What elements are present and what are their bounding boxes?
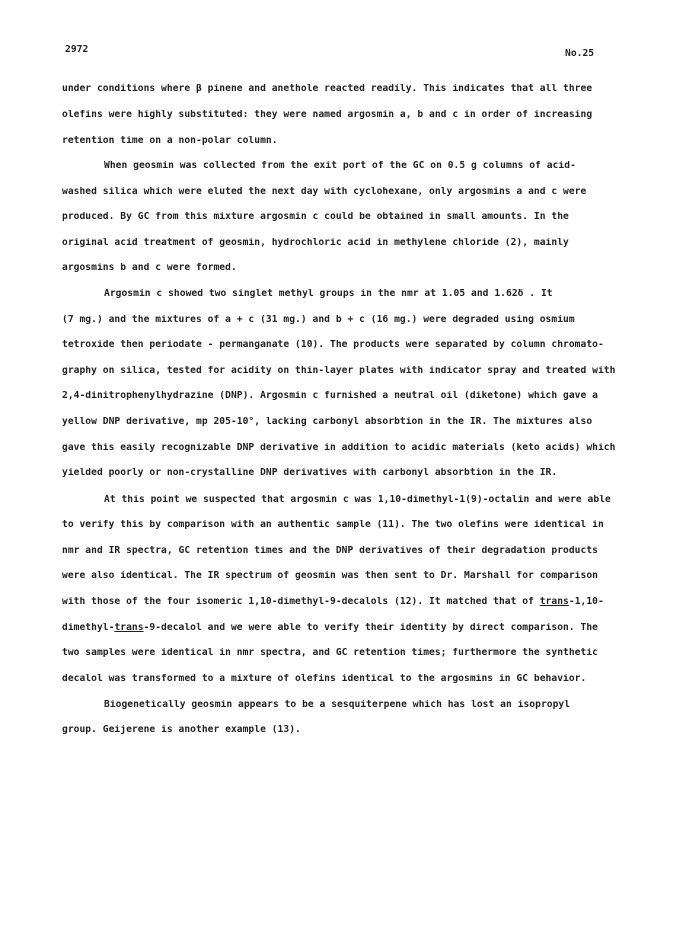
underlined-term: trans [539, 597, 569, 607]
text-line: gave this easily recognizable DNP derivative in addition to acidic materials (keto acids) which [62, 443, 616, 453]
text-line [62, 597, 622, 607]
text-span: -9-decalol and we were able to verify their identity by direct comparison. The [143, 623, 598, 633]
text-span: -1,10- [568, 597, 604, 607]
text-line: When geosmin was collected from the exit port of the GC on 0.5 g columns of acid- [104, 161, 576, 171]
text-span: dimethyl- [62, 623, 115, 633]
text-line: olefins were highly substituted: they were named argosmin a, b and c in order of increasing [62, 110, 593, 120]
text-line: to verify this by comparison with an authentic sample (11). The two olefins were identical in [62, 520, 604, 530]
text-line: decalol was transformed to a mixture of olefins identical to the argosmins in GC behavior. [62, 674, 587, 684]
text-span: with those of the four isomeric 1,10-dimethyl-9-decalols (12). It matched that of [62, 597, 540, 607]
text-line: were also identical. The IR spectrum of geosmin was then sent to Dr. Marshall for comparison [62, 571, 598, 581]
text-line: original acid treatment of geosmin, hydrochloric acid in methylene chloride (2), mainly [62, 238, 569, 248]
text-line: 2,4-dinitrophenylhydrazine (DNP). Argosmin c furnished a neutral oil (diketone) which gave a [62, 391, 598, 401]
underlined-term: trans [114, 623, 144, 633]
text-line: washed silica which were eluted the next day with cyclohexane, only argosmins a and c were [62, 187, 587, 197]
text-line: yielded poorly or non-crystalline DNP derivatives with carbonyl absorbtion in the IR. [62, 468, 558, 478]
text-line: argosmins b and c were formed. [62, 263, 237, 273]
text-line: produced. By GC from this mixture argosmin c could be obtained in small amounts. In the [62, 212, 569, 222]
text-line: two samples were identical in nmr spectra, and GC retention times; furthermore the synthetic [62, 648, 598, 658]
text-line: Argosmin c showed two singlet methyl groups in the nmr at 1.05 and 1.62δ . It [104, 289, 553, 299]
page-number: 2972 [65, 44, 89, 55]
text-line: tetroxide then periodate - permanganate (10). The products were separated by column chromato- [62, 340, 604, 350]
text-line: retention time on a non-polar column. [62, 136, 278, 146]
text-line: At this point we suspected that argosmin c was 1,10-dimethyl-1(9)-octalin and were able [104, 495, 611, 505]
text-line: graphy on silica, tested for acidity on thin-layer plates with indicator spray and treated with [62, 366, 616, 376]
text-line [62, 623, 622, 633]
text-line: group. Geijerene is another example (13). [62, 725, 301, 735]
text-line: yellow DNP derivative, mp 205-10°, lacking carbonyl absorbtion in the IR. The mixtures also [62, 417, 593, 427]
issue-number: No.25 [565, 48, 595, 59]
text-line: (7 mg.) and the mixtures of a + c (31 mg.) and b + c (16 mg.) were degraded using osmium [62, 315, 575, 325]
text-line: under conditions where β pinene and anethole reacted readily. This indicates that all three [62, 84, 593, 94]
text-line: nmr and IR spectra, GC retention times and the DNP derivatives of their degradation products [62, 546, 598, 556]
text-line: Biogenetically geosmin appears to be a sesquiterpene which has lost an isopropyl [104, 700, 571, 710]
